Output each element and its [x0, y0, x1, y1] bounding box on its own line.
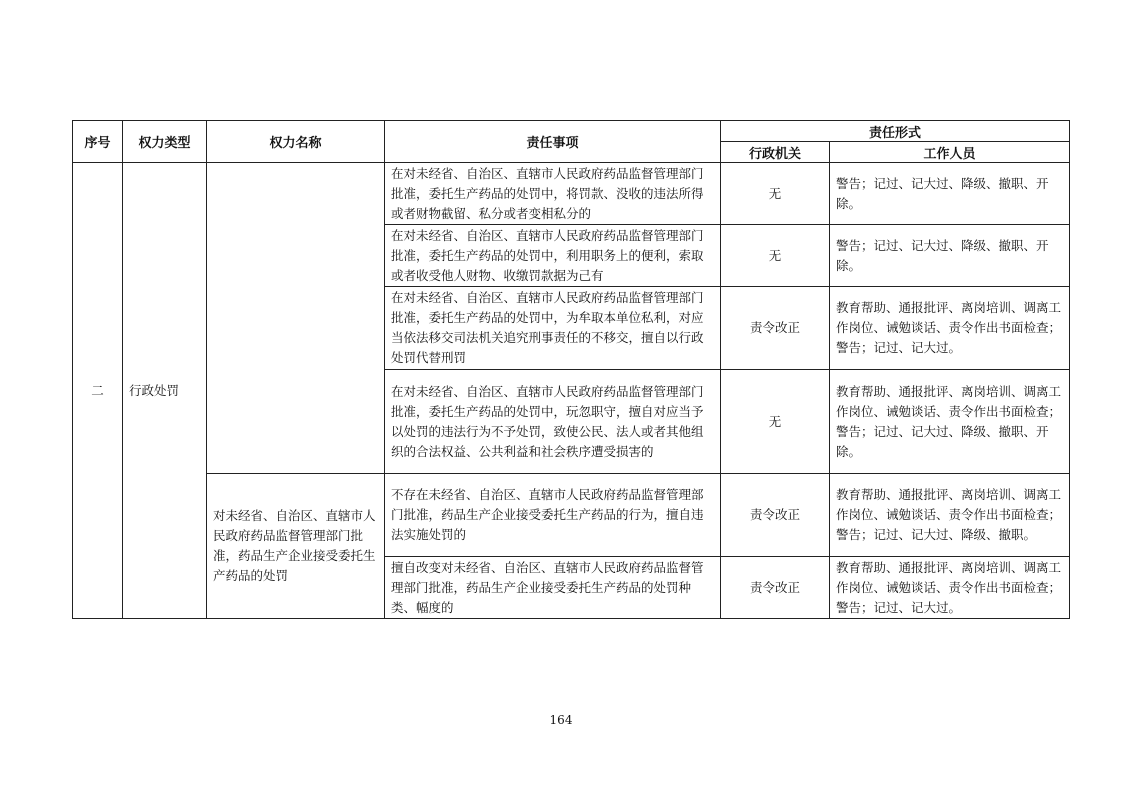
duty-cell: 擅自改变对未经省、自治区、直辖市人民政府药品监督管理部门批准，药品生产企业接受委托生产药品的处罚种类、幅度的 — [385, 557, 721, 619]
header-row-1 — [73, 121, 1070, 142]
power-name-cell: 对未经省、自治区、直辖市人民政府药品监督管理部门批准，药品生产企业接受委托生产药品的处罚 — [207, 474, 385, 619]
staff-cell: 教育帮助、通报批评、离岗培训、调离工作岗位、诫勉谈话、责令作出书面检查；警告；记过、记大过。 — [830, 557, 1070, 619]
staff-cell: 教育帮助、通报批评、离岗培训、调离工作岗位、诫勉谈话、责令作出书面检查；警告；记过、记大过、降级、撤职、开除。 — [830, 370, 1070, 474]
duty-cell: 在对未经省、自治区、直辖市人民政府药品监督管理部门批准，委托生产药品的处罚中，将罚款、没收的违法所得或者财物截留、私分或者变相私分的 — [385, 163, 721, 225]
header-seq: 序号 — [73, 121, 123, 163]
header-liability-form: 责任形式 — [721, 121, 1070, 142]
organ-cell: 责令改正 — [721, 287, 830, 370]
staff-cell: 警告；记过、记大过、降级、撤职、开除。 — [830, 163, 1070, 225]
duty-cell: 在对未经省、自治区、直辖市人民政府药品监督管理部门批准，委托生产药品的处罚中，利用职务上的便利，索取或者收受他人财物、收缴罚款据为己有 — [385, 225, 721, 287]
page-number: 164 — [549, 713, 573, 727]
responsibility-table — [72, 120, 1070, 619]
duty-cell: 在对未经省、自治区、直辖市人民政府药品监督管理部门批准，委托生产药品的处罚中，玩忽职守，擅自对应当予以处罚的违法行为不予处罚，致使公民、法人或者其他组织的合法权益、公共利益和社会秩序遭受损害的 — [385, 370, 721, 474]
seq-cell: 二 — [73, 163, 123, 619]
header-duty-items: 责任事项 — [385, 121, 721, 163]
power-type-cell: 行政处罚 — [123, 163, 207, 619]
duty-cell: 不存在未经省、自治区、直辖市人民政府药品监督管理部门批准，药品生产企业接受委托生产药品的行为，擅自违法实施处罚的 — [385, 474, 721, 557]
power-name-cell — [207, 163, 385, 474]
organ-cell: 责令改正 — [721, 557, 830, 619]
staff-cell: 教育帮助、通报批评、离岗培训、调离工作岗位、诫勉谈话、责令作出书面检查；警告；记过、记大过。 — [830, 287, 1070, 370]
staff-cell: 警告；记过、记大过、降级、撤职、开除。 — [830, 225, 1070, 287]
table-row — [73, 474, 1070, 557]
staff-cell: 教育帮助、通报批评、离岗培训、调离工作岗位、诫勉谈话、责令作出书面检查；警告；记过、记大过、降级、撤职。 — [830, 474, 1070, 557]
organ-cell: 责令改正 — [721, 474, 830, 557]
header-staff: 工作人员 — [830, 142, 1070, 163]
table-row — [73, 163, 1070, 225]
header-admin-organ: 行政机关 — [721, 142, 830, 163]
organ-cell: 无 — [721, 163, 830, 225]
header-power-type: 权力类型 — [123, 121, 207, 163]
organ-cell: 无 — [721, 370, 830, 474]
header-power-name: 权力名称 — [207, 121, 385, 163]
organ-cell: 无 — [721, 225, 830, 287]
duty-cell: 在对未经省、自治区、直辖市人民政府药品监督管理部门批准，委托生产药品的处罚中，为牟取本单位私利，对应当依法移交司法机关追究刑事责任的不移交，擅自以行政处罚代替刑罚 — [385, 287, 721, 370]
